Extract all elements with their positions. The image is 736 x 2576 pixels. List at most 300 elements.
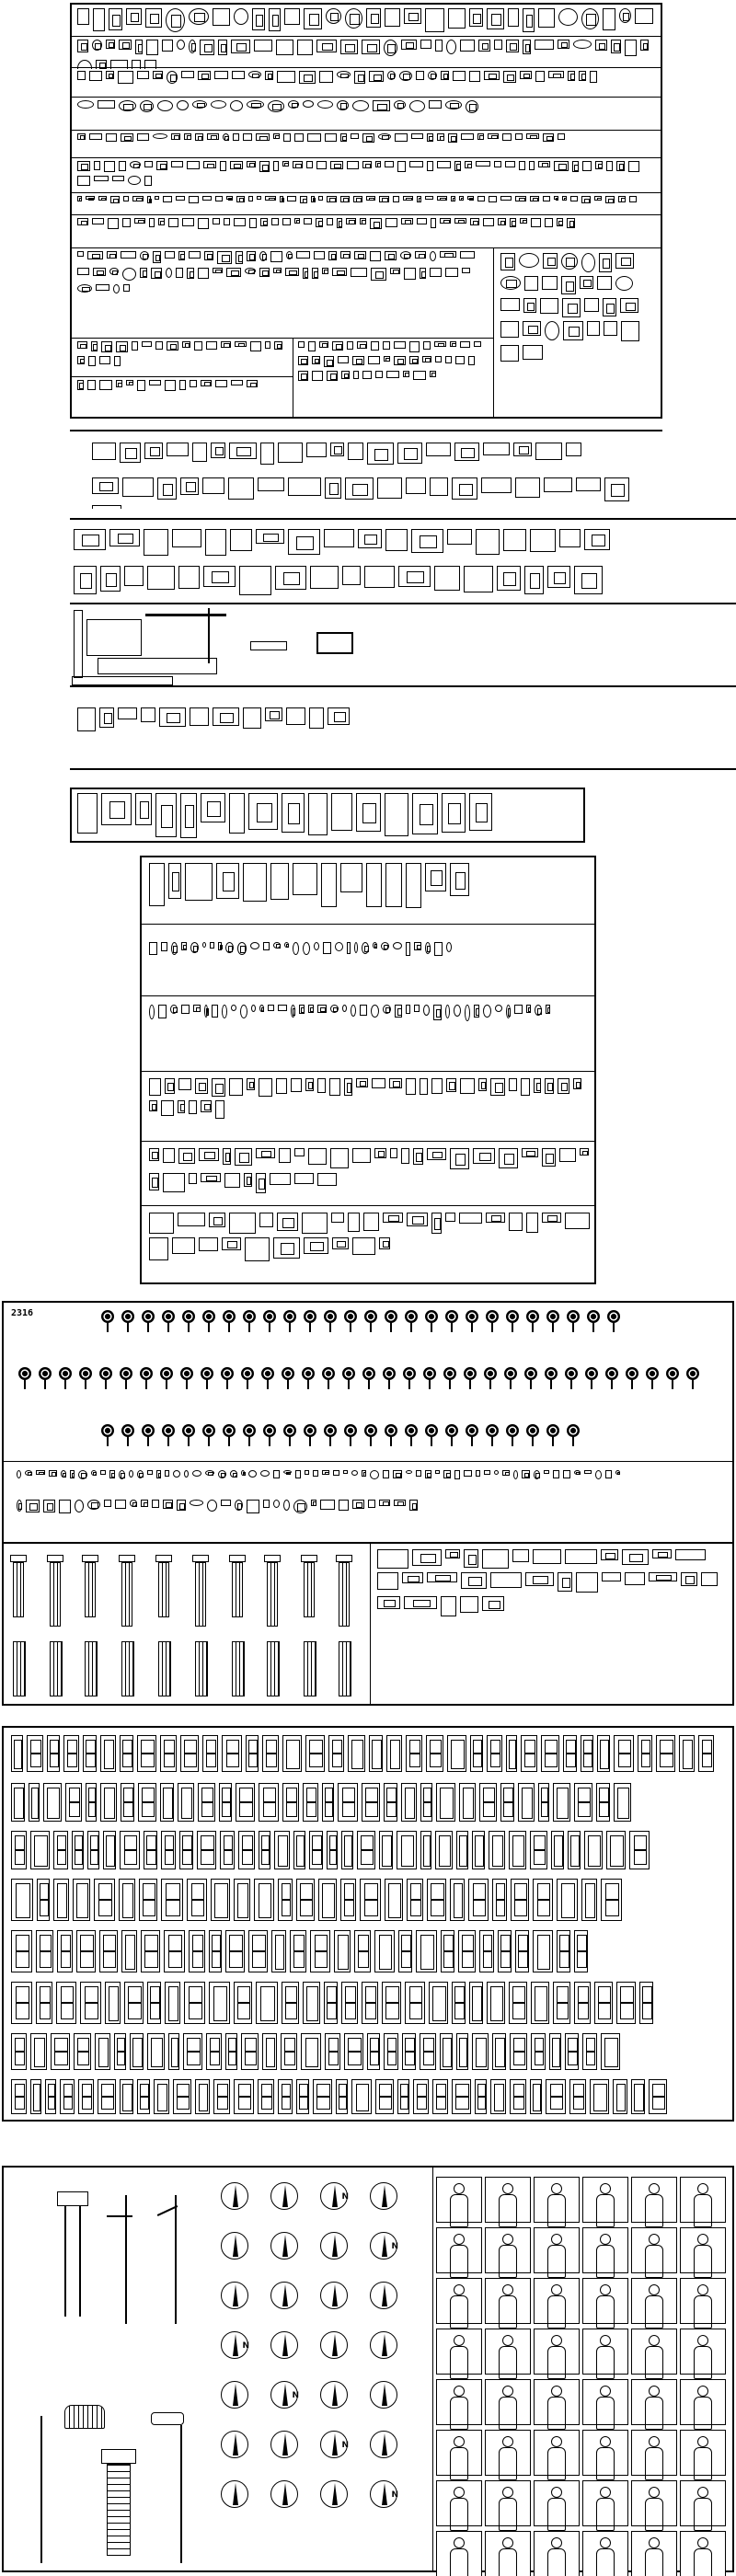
lantern-post <box>107 2464 131 2556</box>
cad-symbol <box>218 942 222 950</box>
door-elevation <box>531 2033 546 2070</box>
cad-symbol <box>523 321 541 336</box>
cad-symbol <box>545 218 553 227</box>
door-elevation <box>584 1831 603 1869</box>
cad-symbol <box>460 341 470 348</box>
cad-symbol <box>167 341 178 351</box>
cad-symbol <box>178 1078 191 1090</box>
cad-symbol <box>149 218 155 227</box>
cad-symbol <box>118 71 133 84</box>
door-elevation <box>56 1982 76 2024</box>
cad-symbol <box>282 793 305 833</box>
door-elevation <box>596 1783 610 1822</box>
people-figure <box>485 2379 531 2425</box>
cad-symbol <box>317 1173 337 1186</box>
cad-symbol <box>347 341 353 350</box>
cad-symbol <box>77 196 82 201</box>
cad-symbol <box>379 1500 390 1506</box>
cad-symbol <box>459 196 464 201</box>
cad-symbol <box>520 71 532 79</box>
cad-symbol <box>299 71 316 84</box>
door-elevation <box>121 1783 134 1822</box>
cad-symbol <box>299 1005 305 1014</box>
cad-symbol <box>110 196 120 203</box>
north-letter: N <box>391 2490 398 2500</box>
north-arrow-icon <box>221 2480 248 2508</box>
cad-symbol <box>147 566 175 590</box>
cad-symbol <box>135 793 152 825</box>
cad-symbol <box>144 529 168 556</box>
people-figure <box>631 2177 677 2223</box>
plant-symbol <box>342 1424 359 1448</box>
door-elevation <box>549 2033 561 2070</box>
cad-symbol <box>567 218 575 228</box>
cad-symbol <box>464 1470 472 1477</box>
cad-symbol <box>371 1005 379 1018</box>
door-elevation <box>120 2079 133 2114</box>
cad-symbol <box>417 196 421 202</box>
cad-symbol <box>535 1005 542 1016</box>
cad-symbol <box>165 1078 175 1094</box>
door-elevation <box>384 2033 398 2070</box>
plant-symbol <box>221 1310 237 1334</box>
cad-symbol <box>157 100 173 111</box>
people-figure <box>534 2531 580 2576</box>
bed-row-2 <box>70 564 659 601</box>
cad-symbol <box>503 71 516 83</box>
cad-symbol <box>317 1078 326 1093</box>
plant-symbol <box>241 1310 258 1334</box>
people-figure <box>534 2430 580 2476</box>
cad-symbol <box>296 251 310 259</box>
plant-symbol <box>502 1367 519 1391</box>
cad-symbol <box>568 71 575 81</box>
cad-symbol <box>412 1549 442 1566</box>
cad-symbol <box>284 8 300 25</box>
column-shaft <box>267 1562 278 1627</box>
door-elevation <box>601 2033 620 2070</box>
cad-symbol <box>437 161 451 168</box>
plant-symbol <box>282 1424 298 1448</box>
door-elevation <box>601 1879 622 1921</box>
cad-symbol <box>309 707 324 729</box>
cad-symbol <box>378 133 391 140</box>
cad-symbol <box>442 793 466 833</box>
cad-symbol <box>340 863 362 892</box>
cad-symbol <box>259 1213 273 1227</box>
cad-symbol <box>306 443 327 457</box>
door-elevation <box>379 1831 393 1869</box>
cad-symbol <box>629 196 637 202</box>
cad-symbol <box>298 371 308 381</box>
plant-symbol <box>484 1310 500 1334</box>
cad-symbol <box>618 196 626 202</box>
door-elevation <box>209 1982 230 2024</box>
people-figure <box>582 2430 628 2476</box>
cad-symbol <box>305 1078 314 1091</box>
door-elevation <box>120 1831 140 1869</box>
door-elevation <box>95 2033 110 2070</box>
door-elevation <box>189 1930 205 1972</box>
cad-symbol <box>383 341 390 350</box>
cad-symbol <box>98 196 107 201</box>
door-elevation <box>100 1735 116 1772</box>
cad-symbol <box>217 251 232 264</box>
door-row-4 <box>7 1877 732 1926</box>
cad-symbol <box>513 443 532 456</box>
column-capital <box>47 1555 63 1562</box>
cad-symbol <box>240 1005 247 1018</box>
north-arrow-icon <box>270 2331 298 2359</box>
cad-symbol <box>477 196 485 201</box>
cad-symbol <box>500 321 519 338</box>
door-elevation <box>36 1982 52 2024</box>
cad-symbol <box>538 8 555 28</box>
people-figure <box>485 2278 531 2324</box>
cad-symbol <box>204 251 213 260</box>
people-figure <box>436 2227 482 2273</box>
column-shaft <box>121 1562 132 1627</box>
cad-symbol <box>478 40 490 52</box>
plant-symbol <box>523 1367 539 1391</box>
cad-symbol <box>454 1005 461 1017</box>
cad-symbol <box>224 218 230 225</box>
cad-symbol <box>500 298 520 311</box>
cad-symbol <box>194 341 202 351</box>
cad-symbol <box>389 1078 402 1088</box>
cad-symbol <box>385 251 397 260</box>
door-elevation <box>429 1982 448 2024</box>
cad-symbol <box>524 276 538 291</box>
cad-symbol <box>426 443 451 456</box>
door-elevation <box>254 1879 274 1921</box>
cad-symbol <box>198 268 209 279</box>
cad-symbol <box>189 1100 197 1114</box>
cad-symbol <box>423 1005 430 1016</box>
cad-symbol <box>317 1005 327 1013</box>
cad-symbol <box>189 196 199 203</box>
people-figure <box>680 2430 726 2476</box>
door-elevation <box>51 2033 70 2070</box>
door-elevation <box>574 1783 592 1822</box>
cad-symbol <box>229 793 245 834</box>
door-elevation <box>459 1783 476 1822</box>
door-elevation <box>225 1930 245 1972</box>
cad-symbol <box>101 793 132 825</box>
cad-symbol <box>373 100 390 111</box>
door-elevation <box>398 1930 412 1972</box>
cad-symbol <box>312 356 320 364</box>
door-elevation <box>557 1879 578 1921</box>
cad-symbol <box>294 133 304 142</box>
plants-sheet <box>2 1301 734 1557</box>
cad-symbol <box>484 1470 490 1475</box>
cad-symbol <box>341 371 350 379</box>
cad-symbol <box>529 161 535 170</box>
door-elevation <box>83 1735 97 1772</box>
cad-symbol <box>333 1470 339 1476</box>
cad-symbol <box>178 1148 195 1164</box>
door-elevation <box>222 1735 242 1772</box>
cad-symbol <box>513 1470 518 1479</box>
cad-symbol <box>407 1213 428 1226</box>
door-elevation <box>420 1831 431 1869</box>
cad-symbol <box>467 196 474 200</box>
cad-symbol <box>75 1500 84 1512</box>
cad-symbol <box>454 161 461 171</box>
cad-symbol <box>375 161 381 167</box>
cad-symbol <box>156 1470 161 1478</box>
cad-symbol <box>109 268 119 275</box>
door-elevation <box>574 1930 588 1972</box>
cad-symbol <box>165 380 176 391</box>
cad-symbol <box>126 380 133 385</box>
cad-symbol <box>394 100 406 109</box>
door-elevation <box>538 1783 549 1822</box>
cad-symbol <box>425 196 433 200</box>
cad-symbol <box>141 1500 148 1507</box>
cad-symbol <box>628 161 639 172</box>
cad-symbol <box>284 942 289 948</box>
cad-symbol <box>297 40 313 55</box>
people-figure <box>631 2278 677 2324</box>
cad-symbol <box>77 268 89 275</box>
plant-symbol <box>383 1310 399 1334</box>
cad-symbol <box>579 71 586 81</box>
door-elevation <box>114 2033 126 2070</box>
door-elevation <box>441 1930 454 1972</box>
cad-symbol <box>149 1173 159 1190</box>
door-elevation <box>325 2033 340 2070</box>
cad-symbol <box>303 942 310 955</box>
north-arrow-icon <box>221 2282 248 2309</box>
door-elevation <box>63 1735 79 1772</box>
cad-symbol <box>192 443 207 462</box>
column-pedestal <box>50 1641 63 1696</box>
door-elevation <box>374 1930 395 1972</box>
cad-symbol <box>431 1213 442 1234</box>
cad-symbol <box>425 1470 431 1478</box>
cad-symbol <box>530 196 539 201</box>
cad-symbol <box>282 161 289 167</box>
cad-symbol <box>476 529 500 555</box>
door-elevation <box>209 1930 222 1972</box>
cad-symbol <box>149 942 157 955</box>
cad-symbol <box>409 161 423 167</box>
cad-symbol <box>447 529 472 545</box>
cad-symbol <box>176 196 185 201</box>
cad-symbol <box>582 161 592 171</box>
column-shaft <box>232 1562 243 1617</box>
north-arrow-grid <box>221 2182 423 2569</box>
people-figure <box>680 2177 726 2223</box>
plant-symbol <box>442 1367 458 1391</box>
cad-symbol <box>319 341 328 348</box>
cad-symbol <box>263 942 270 950</box>
bed-row-1 <box>70 527 659 564</box>
door-elevation <box>225 2033 237 2070</box>
cad-symbol <box>140 100 154 112</box>
cad-symbol <box>206 341 217 350</box>
plant-symbol <box>462 1367 478 1391</box>
door-elevation <box>53 1831 68 1869</box>
cad-symbol <box>203 566 236 587</box>
door-elevation <box>310 1930 330 1972</box>
cad-symbol <box>701 1572 718 1586</box>
cad-symbol <box>437 196 447 201</box>
cad-symbol <box>163 1173 185 1192</box>
plant-symbol <box>241 1424 258 1448</box>
plant-symbol <box>484 1424 500 1448</box>
cad-symbol <box>522 1470 530 1478</box>
cad-symbol <box>203 161 216 168</box>
cad-symbol <box>354 942 358 953</box>
furniture-row-4 <box>74 98 659 130</box>
cad-symbol <box>347 942 351 954</box>
door-elevation <box>447 1735 466 1772</box>
cad-symbol <box>605 196 615 203</box>
cad-symbol <box>121 251 136 259</box>
door-elevation <box>581 1735 593 1772</box>
plant-sheet-title: 2316 <box>11 1308 34 1318</box>
door-elevation <box>219 1783 232 1822</box>
cad-symbol <box>177 100 189 110</box>
cad-symbol <box>167 443 189 456</box>
cad-symbol <box>542 276 558 290</box>
cad-symbol <box>435 1470 440 1474</box>
cad-symbol <box>87 251 103 259</box>
door-elevation <box>553 1982 570 2024</box>
street-lamp-arm-1 <box>107 2215 132 2217</box>
cad-symbol <box>236 196 245 202</box>
cad-symbol <box>230 529 252 551</box>
cad-symbol <box>481 477 512 493</box>
cad-symbol <box>235 1148 252 1166</box>
door-elevation <box>78 2079 94 2114</box>
cad-symbol <box>429 100 442 109</box>
cad-symbol <box>509 1078 517 1091</box>
cad-symbol <box>273 1237 300 1259</box>
cad-symbol <box>440 251 456 258</box>
cad-symbol <box>205 1470 214 1476</box>
door-elevation <box>533 1930 553 1972</box>
plant-symbol <box>342 1310 359 1334</box>
cad-symbol <box>172 529 201 547</box>
north-arrow-icon <box>370 2480 397 2508</box>
door-elevation <box>416 1930 437 1972</box>
cad-symbol <box>330 161 343 169</box>
furniture-row-1 <box>74 6 659 38</box>
cad-symbol <box>149 1100 157 1111</box>
cad-symbol <box>482 1549 509 1569</box>
decor-wardrobe-row <box>145 861 594 918</box>
wardrobe-sheet <box>70 788 585 843</box>
cad-symbol <box>573 40 592 49</box>
cad-symbol <box>89 71 102 81</box>
cad-symbol <box>339 1500 349 1511</box>
door-elevation <box>160 1783 174 1822</box>
cad-symbol <box>273 133 280 139</box>
plant-symbol <box>17 1367 33 1391</box>
door-elevation <box>65 1783 82 1822</box>
column-pedestal <box>267 1641 280 1696</box>
cad-symbol <box>184 133 191 140</box>
cad-symbol <box>459 1213 482 1224</box>
plant-symbol <box>565 1310 581 1334</box>
cad-symbol <box>293 1500 307 1513</box>
cad-symbol <box>390 268 400 274</box>
cad-symbol <box>393 1470 402 1478</box>
cad-symbol <box>132 196 144 201</box>
door-elevation <box>656 1735 675 1772</box>
door-elevation <box>309 1831 323 1869</box>
cad-symbol <box>121 133 133 142</box>
cad-symbol <box>74 566 97 594</box>
furniture-row-2 <box>74 38 659 69</box>
floor-lamp-pole <box>180 2425 182 2563</box>
door-elevation <box>11 2079 27 2114</box>
cad-symbol <box>605 1470 612 1478</box>
cad-symbol <box>523 40 531 54</box>
door-elevation <box>236 1783 255 1822</box>
cad-symbol <box>416 1470 421 1477</box>
cad-symbol <box>260 218 268 226</box>
cad-symbol <box>468 356 475 365</box>
door-elevation <box>432 2079 448 2114</box>
cad-symbol <box>473 1148 495 1164</box>
cad-symbol <box>462 268 470 273</box>
north-arrow-icon <box>370 2282 397 2309</box>
cad-symbol <box>221 341 231 348</box>
door-elevation <box>509 1831 526 1869</box>
cad-symbol <box>441 71 449 80</box>
door-elevation <box>184 1982 205 2024</box>
cad-symbol <box>152 1500 159 1508</box>
door-elevation <box>238 1831 255 1869</box>
cad-symbol <box>484 71 500 80</box>
cad-symbol <box>94 161 100 170</box>
plant-symbol <box>322 1310 339 1334</box>
cad-symbol <box>212 1078 225 1097</box>
cad-symbol <box>595 161 603 169</box>
cad-symbol <box>460 1078 475 1094</box>
cad-symbol <box>147 196 151 203</box>
cad-symbol <box>283 1470 292 1474</box>
door-elevation <box>103 1831 116 1869</box>
cad-symbol <box>542 1213 561 1223</box>
cad-symbol <box>163 1500 173 1509</box>
cad-symbol <box>400 251 411 259</box>
cad-symbol <box>176 268 183 278</box>
cad-symbol <box>144 176 152 186</box>
door-elevation <box>458 1930 476 1972</box>
door-elevation <box>144 1831 157 1869</box>
cad-symbol <box>286 707 305 725</box>
cad-symbol <box>247 251 256 261</box>
cad-symbol <box>324 529 354 547</box>
cad-symbol <box>156 161 167 170</box>
cad-symbol <box>229 1078 243 1096</box>
cad-symbol <box>282 218 291 225</box>
cad-symbol <box>273 1470 280 1478</box>
garden-lamp-pole <box>40 2416 42 2563</box>
cad-symbol <box>523 8 535 32</box>
cad-symbol <box>377 1572 398 1590</box>
cad-symbol <box>446 1078 456 1092</box>
cad-symbol <box>383 1213 403 1223</box>
cad-symbol <box>398 566 431 587</box>
door-elevation <box>11 1879 33 1921</box>
